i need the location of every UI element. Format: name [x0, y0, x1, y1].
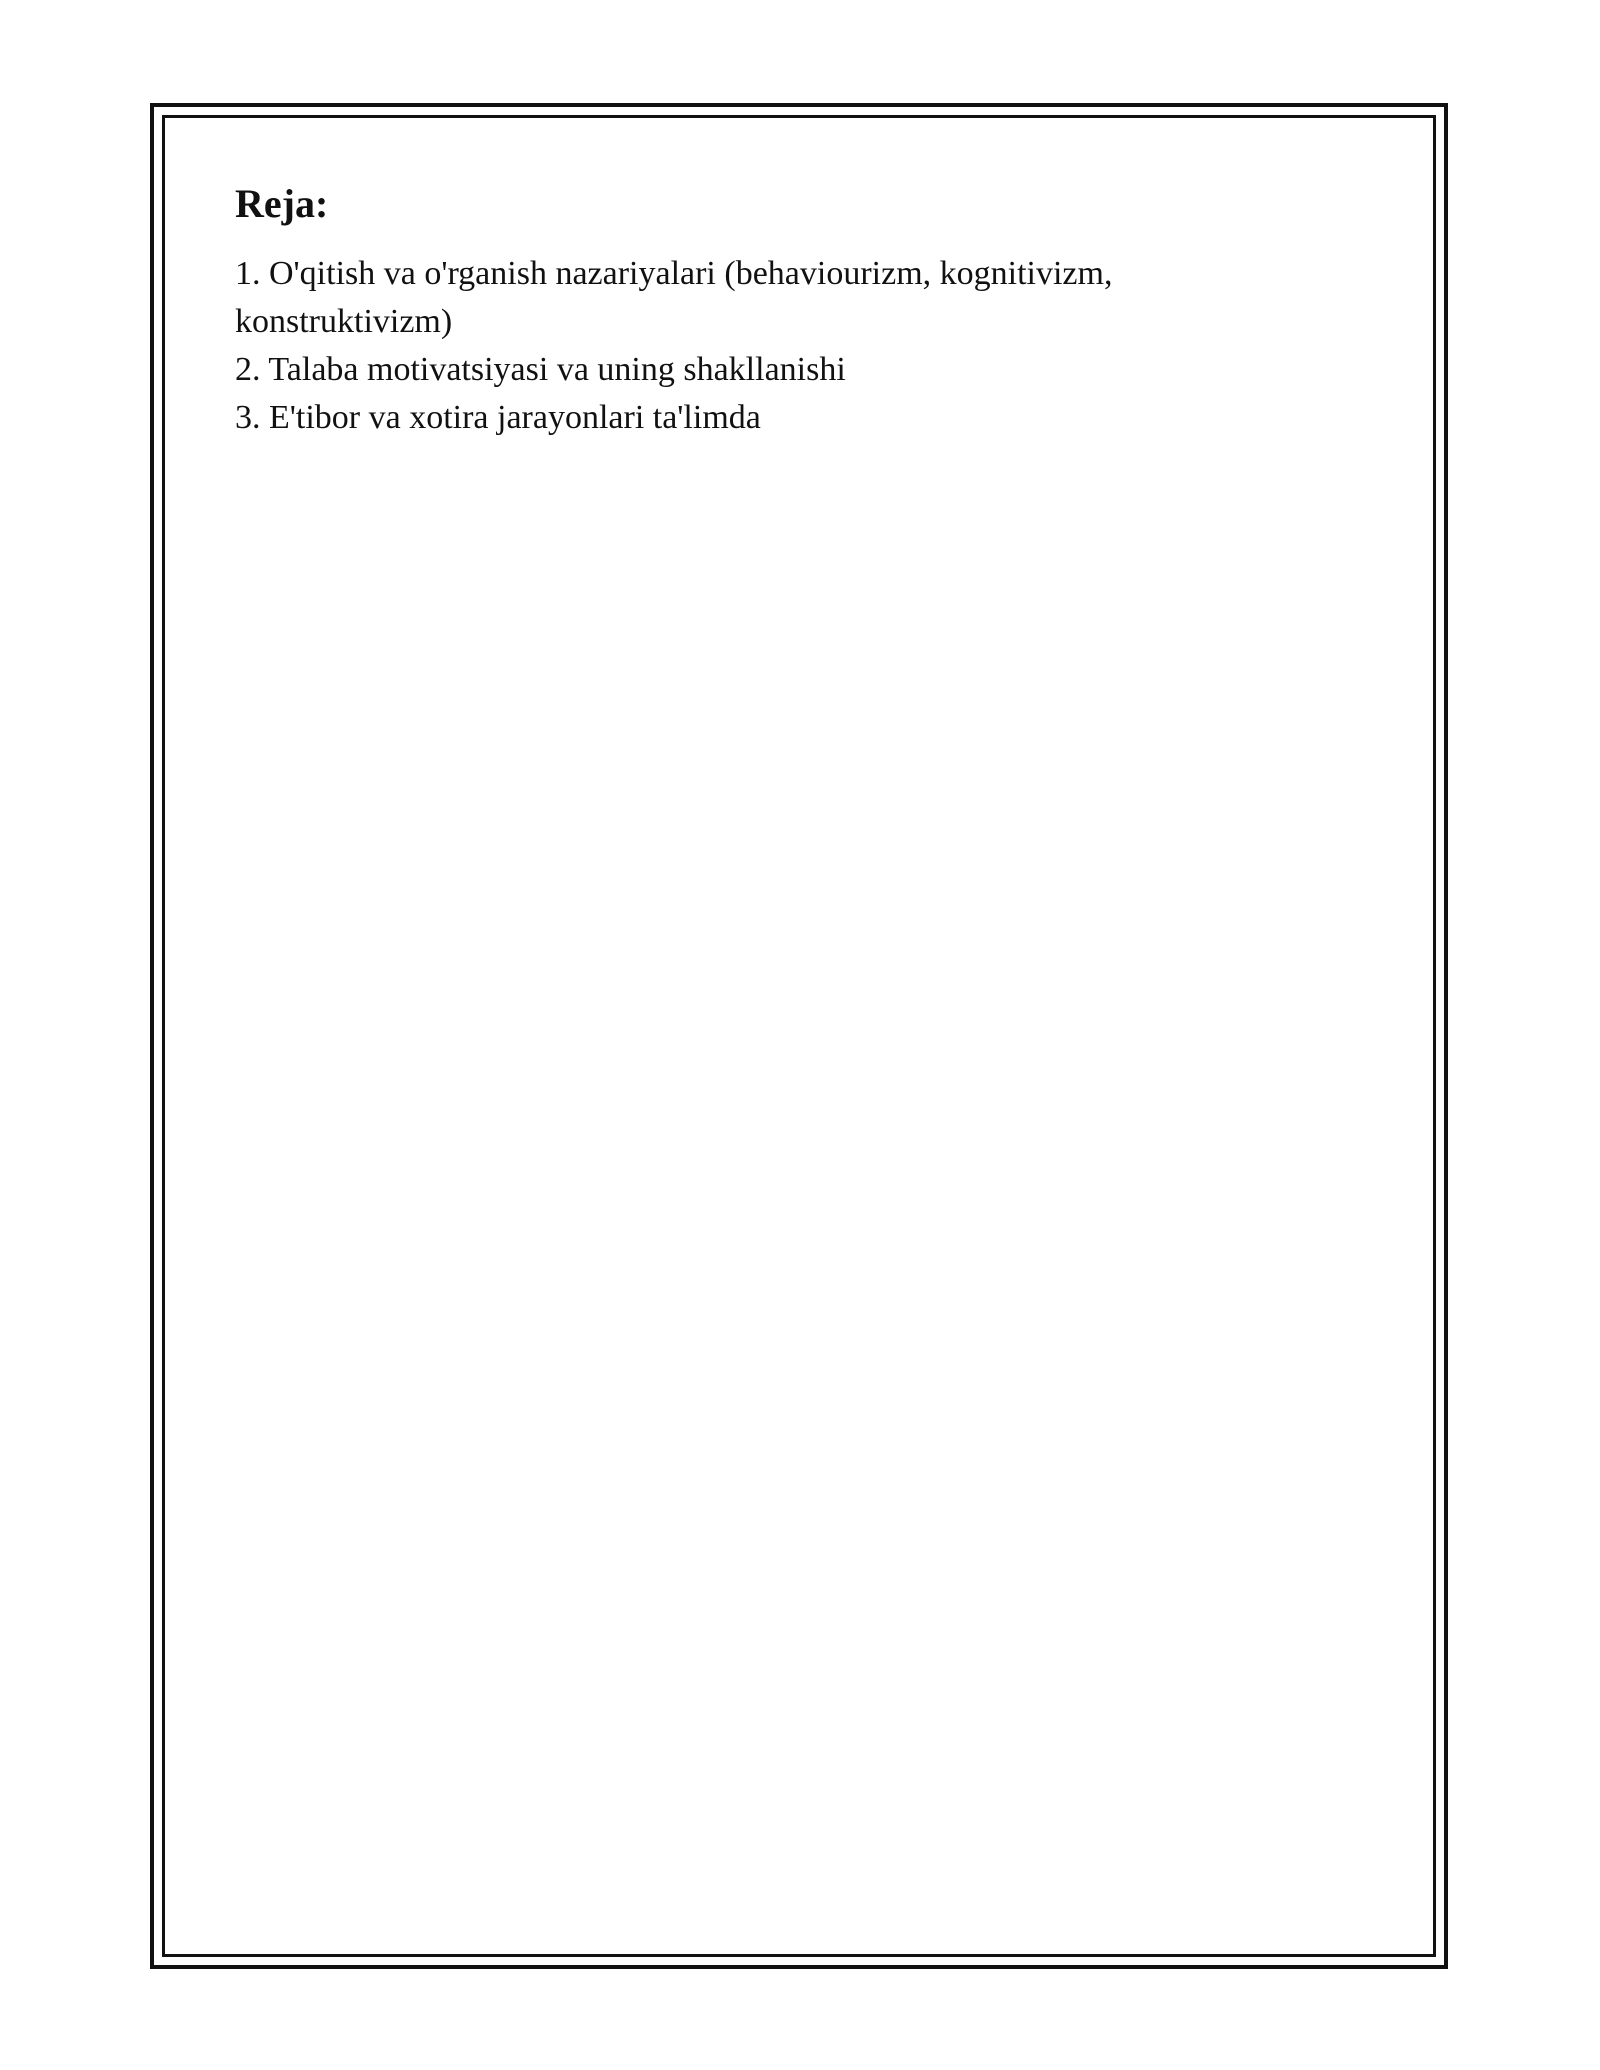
plan-list [235, 250, 1235, 442]
document-content [235, 180, 1235, 442]
plan-item-2: 2. Talaba motivatsiyasi va uning shakllanishi [235, 351, 846, 388]
plan-heading: Reja: [235, 181, 329, 226]
plan-item-3: 3. E'tibor va xotira jarayonlari ta'limda [235, 399, 761, 436]
plan-item-1: 1. O'qitish va o'rganish nazariyalari (behaviourizm, kognitivizm, konstruktivizm) [235, 255, 1113, 340]
